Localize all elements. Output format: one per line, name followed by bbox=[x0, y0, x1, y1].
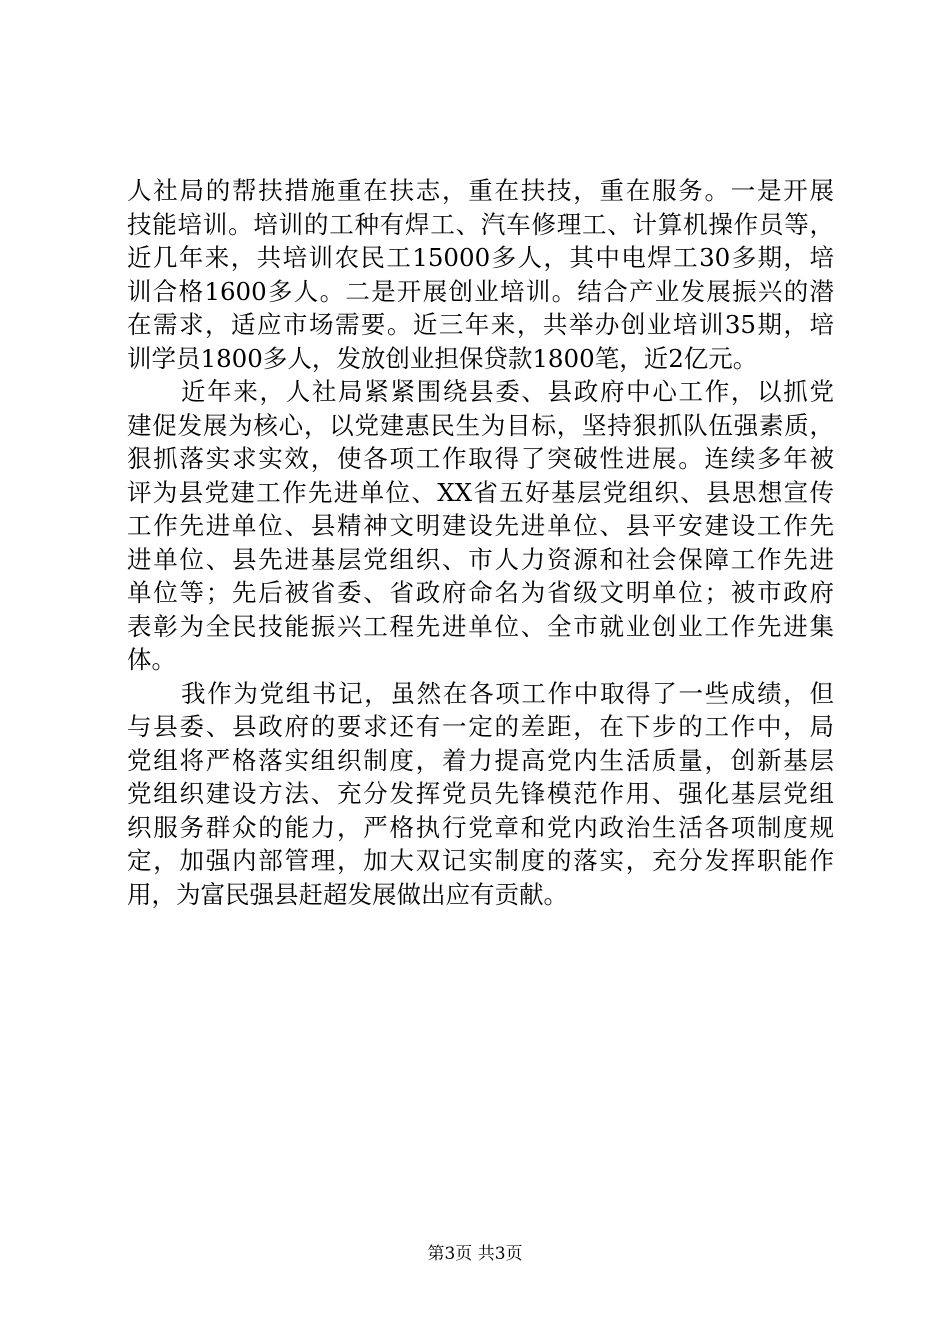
paragraph-line: 建促发展为核心，以党建惠民生为目标，坚持狠抓队伍强素质， bbox=[127, 410, 834, 440]
paragraph-2 bbox=[127, 375, 834, 677]
paragraph-line: 进单位、县先进基层党组织、市人力资源和社会保障工作先进 bbox=[127, 544, 834, 574]
paragraph-line: 训学员1800多人，发放创业担保贷款1800笔，近2亿元。 bbox=[127, 343, 758, 373]
paragraph-line: 单位等；先后被省委、省政府命名为省级文明单位；被市政府 bbox=[127, 578, 834, 607]
page-number-footer: 第3页 共3页 bbox=[427, 1244, 523, 1264]
paragraph-line: 人社局的帮扶措施重在扶志，重在扶技，重在服务。一是开展 bbox=[127, 176, 834, 205]
paragraph-line: 体。 bbox=[127, 645, 176, 674]
paragraph-3 bbox=[127, 677, 834, 912]
paragraph-line: 与县委、县政府的要求还有一定的差距，在下步的工作中，局 bbox=[127, 712, 834, 741]
paragraph-line: 近年来，人社局紧紧围绕县委、县政府中心工作，以抓党 bbox=[181, 377, 834, 406]
paragraph-line: 训合格1600多人。二是开展创业培训。结合产业发展振兴的潜 bbox=[127, 276, 834, 306]
paragraph-line: 技能培训。培训的工种有焊工、汽车修理工、计算机操作员等， bbox=[127, 209, 834, 239]
paragraph-line: 表彰为全民技能振兴工程先进单位、全市就业创业工作先进集 bbox=[127, 611, 834, 641]
paragraph-line: 定，加强内部管理，加大双记实制度的落实，充分发挥职能作 bbox=[127, 846, 834, 875]
paragraph-line: 评为县党建工作先进单位、XX省五好基层党组织、县思想宣传 bbox=[127, 477, 834, 507]
paragraph-line: 用，为富民强县赶超发展做出应有贡献。 bbox=[127, 879, 568, 909]
paragraph-line: 织服务群众的能力，严格执行党章和党内政治生活各项制度规 bbox=[127, 812, 834, 842]
paragraph-1 bbox=[127, 174, 834, 375]
document-body bbox=[127, 174, 834, 911]
paragraph-line: 狠抓落实求实效，使各项工作取得了突破性进展。连续多年被 bbox=[127, 444, 834, 473]
paragraph-line: 我作为党组书记，虽然在各项工作中取得了一些成绩，但 bbox=[181, 678, 834, 708]
paragraph-line: 在需求，适应市场需要。近三年来，共举办创业培训35期，培 bbox=[127, 310, 834, 339]
paragraph-line: 近几年来，共培训农民工15000多人，其中电焊工30多期，培 bbox=[127, 243, 834, 272]
paragraph-line: 党组将严格落实组织制度，着力提高党内生活质量，创新基层 bbox=[127, 745, 834, 775]
paragraph-line: 党组织建设方法、充分发挥党员先锋模范作用、强化基层党组 bbox=[127, 779, 834, 808]
paragraph-line: 工作先进单位、县精神文明建设先进单位、县平安建设工作先 bbox=[127, 511, 834, 540]
